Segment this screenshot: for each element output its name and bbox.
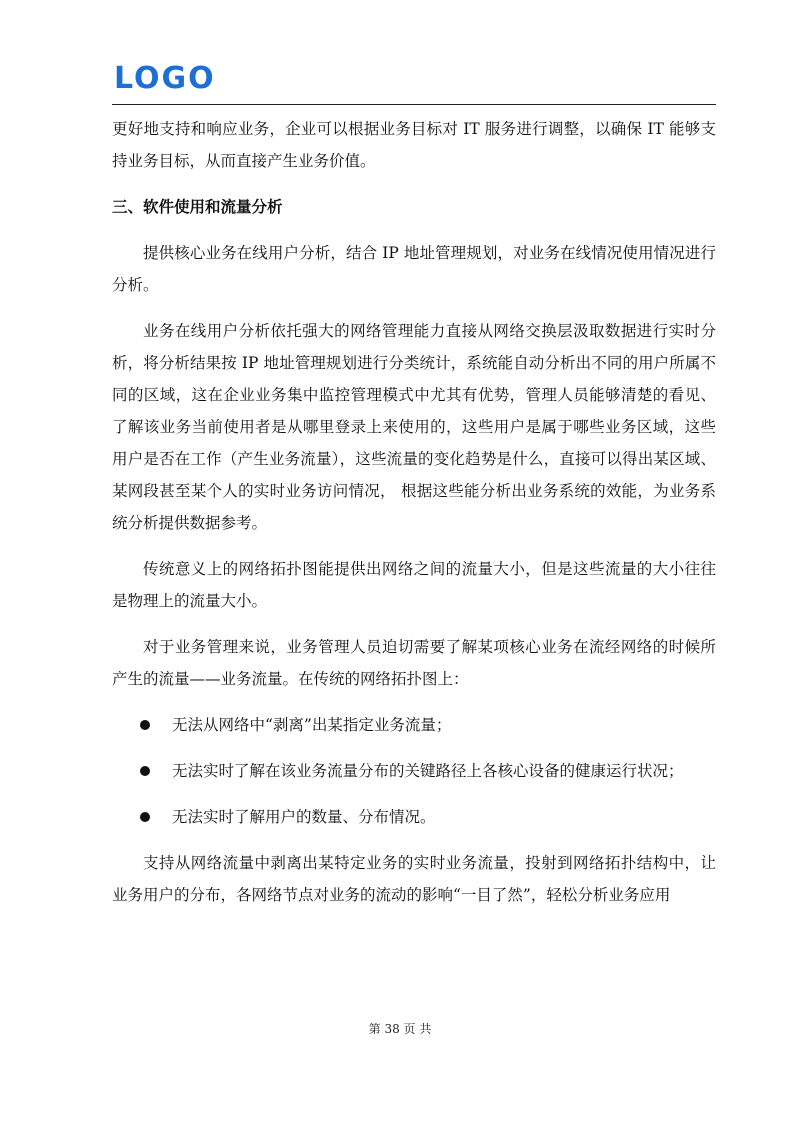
page-number: 第 38 页 共	[368, 1022, 432, 1036]
paragraph-analysis-details: 业务在线用户分析依托强大的网络管理能力直接从网络交换层汲取数据进行实时分析，将分析结果按 IP 地址管理规划进行分类统计，系统能自动分析出不同的用户所属不同的区域，这在企业业务集中监控管理模式中尤其有优势，管理人员能够清楚的看见、了解该业务当前使用者是从哪里登录上来使用的，这些用户是属于哪些业务区域，这些用户是否在工作（产生业务流量），这些流量的变化趋势是什么，直接可以得出某区域、某网段甚至某个人的实时业务访问情况， 根据这些能分析出业务系统的效能，为业务系统分析提供数据参考。	[112, 322, 716, 532]
logo: LOGO	[114, 61, 216, 96]
list-item	[112, 801, 716, 833]
paragraph-business-traffic: 对于业务管理来说，业务管理人员迫切需要了解某项核心业务在流经网络的时候所产生的流量——业务流量。在传统的网络拓扑图上：	[112, 638, 716, 688]
section-heading: 三、软件使用和流量分析	[112, 198, 283, 216]
header-divider	[112, 104, 716, 105]
paragraph-online-user-analysis: 提供核心业务在线用户分析，结合 IP 地址管理规划，对业务在线情况使用情况进行分析。	[112, 244, 716, 294]
bullet-dot-icon	[140, 766, 150, 776]
list-item-text: 无法实时了解用户的数量、分布情况。	[172, 808, 436, 826]
list-item	[112, 709, 716, 741]
bullet-dot-icon	[140, 812, 150, 822]
list-item	[112, 755, 716, 787]
list-item-text: 无法实时了解在该业务流量分布的关键路径上各核心设备的健康运行状况；	[172, 762, 684, 780]
paragraph-traditional-topology: 传统意义上的网络拓扑图能提供出网络之间的流量大小，但是这些流量的大小往往是物理上的流量大小。	[112, 560, 716, 610]
paragraph-traffic-projection: 支持从网络流量中剥离出某特定业务的实时业务流量，投射到网络拓扑结构中，让业务用户的分布，各网络节点对业务的流动的影响“一目了然”，轻松分析业务应用	[112, 854, 716, 904]
bullet-dot-icon	[140, 720, 150, 730]
paragraph-continued: 更好地支持和响应业务，企业可以根据业务目标对 IT 服务进行调整，以确保 IT 能够支持业务目标，从而直接产生业务价值。	[112, 120, 716, 170]
list-item-text: 无法从网络中“剥离”出某指定业务流量；	[172, 716, 452, 734]
document-body	[112, 113, 716, 925]
